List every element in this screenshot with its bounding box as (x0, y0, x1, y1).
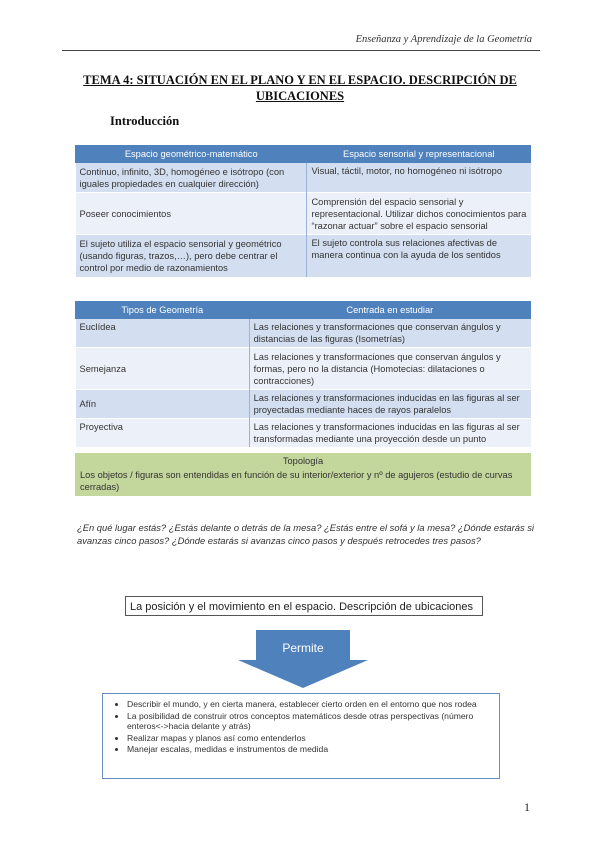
column-header: Espacio sensorial y representacional (307, 146, 531, 163)
column-header: Centrada en estudiar (249, 302, 530, 319)
table-header-row (76, 146, 531, 163)
table-cell: Proyectiva (76, 419, 250, 448)
list-item: • Manejar escalas, medidas e instrumentos de medida (127, 744, 491, 755)
outcomes-list (113, 699, 491, 755)
table-row (76, 163, 531, 193)
table-row (76, 348, 531, 390)
table-cell: El sujeto controla sus relaciones afectivas de manera continua con la ayuda de los sentidos (307, 235, 531, 277)
table-cell: Las relaciones y transformaciones inducidas en las figuras al ser transformadas mediante una proyección desde un punto (249, 419, 530, 448)
table-row (76, 319, 531, 348)
geometry-types-table (75, 301, 531, 447)
title-line-1: TEMA 4: SITUACIÓN EN EL PLANO Y EN EL ESPACIO. DESCRIPCIÓN DE (83, 73, 517, 87)
table-header-row (76, 302, 531, 319)
table-cell: El sujeto utiliza el espacio sensorial y geométrico (usando figuras, trazos,…), pero debe centrar el control por medio de razonamientos (76, 235, 307, 277)
arrow-label: Permite (282, 641, 324, 655)
topology-title: Topología (282, 456, 324, 466)
page-number: 1 (524, 800, 530, 814)
table-cell: Continuo, infinito, 3D, homogéneo e isótropo (con iguales propiedades en cualquier dirección) (76, 163, 307, 193)
column-header: Tipos de Geometría (76, 302, 250, 319)
column-header: Espacio geométrico-matemático (76, 146, 307, 163)
table-cell: Semejanza (76, 348, 250, 390)
page-title (70, 72, 530, 104)
intro-heading: Introducción (110, 114, 180, 128)
table-cell: Las relaciones y transformaciones inducidas en las figuras al ser proyectadas mediante haces de rayos paralelos (249, 390, 530, 419)
topology-block (75, 452, 531, 496)
table-row (76, 235, 531, 277)
title-line-2: UBICACIONES (255, 89, 345, 103)
table-row (76, 419, 531, 448)
diagram-title-box: La posición y el movimiento en el espacio. Descripción de ubicaciones (125, 596, 483, 616)
list-item: • Describir el mundo, y en cierta manera, establecer cierto orden en el entorno que nos rodea (127, 699, 491, 710)
table-cell: Afín (76, 390, 250, 419)
outcomes-list-box (102, 693, 500, 779)
table-cell: Poseer conocimientos (76, 193, 307, 235)
topology-text: Los objetos / figuras son entendidas en función de su interior/exterior y nº de agujeros (estudio de curvas cerradas) (80, 470, 513, 492)
table-cell: Comprensión del espacio sensorial y representacional. Utilizar dichos conocimientos para “razonar actuar” sobre el espacio sensorial (307, 193, 531, 235)
list-item: • La posibilidad de construir otros conceptos matemáticos desde otras perspectivas (número enteros<->hacia delante y atrás) (127, 711, 491, 732)
down-arrow-shape (238, 630, 368, 688)
table-row (76, 193, 531, 235)
table-cell: Las relaciones y transformaciones que conservan ángulos y formas, pero no la distancia (Homotecias: dilataciones o contracciones) (249, 348, 530, 390)
table-cell: Las relaciones y transformaciones que conservan ángulos y distancias de las figuras (Isometrías) (249, 319, 530, 348)
questions-paragraph: ¿En qué lugar estás? ¿Estás delante o detrás de la mesa? ¿Estás entre el sofá y la mesa? ¿Dónde estarás si avanzas cinco pasos? ¿Dónde estarás si avanzas cinco pasos y después retrocedes tres pasos? (77, 522, 535, 546)
arrow-polygon (238, 630, 368, 688)
list-item: • Realizar mapas y planos así como entenderlos (127, 733, 491, 744)
table-cell: Euclídea (76, 319, 250, 348)
table-cell: Visual, táctil, motor, no homogéneo ni isótropo (307, 163, 531, 193)
table-row (76, 390, 531, 419)
header-rule (62, 50, 540, 51)
running-header: Enseñanza y Aprendizaje de la Geometría (355, 34, 532, 45)
space-comparison-table (75, 145, 531, 277)
